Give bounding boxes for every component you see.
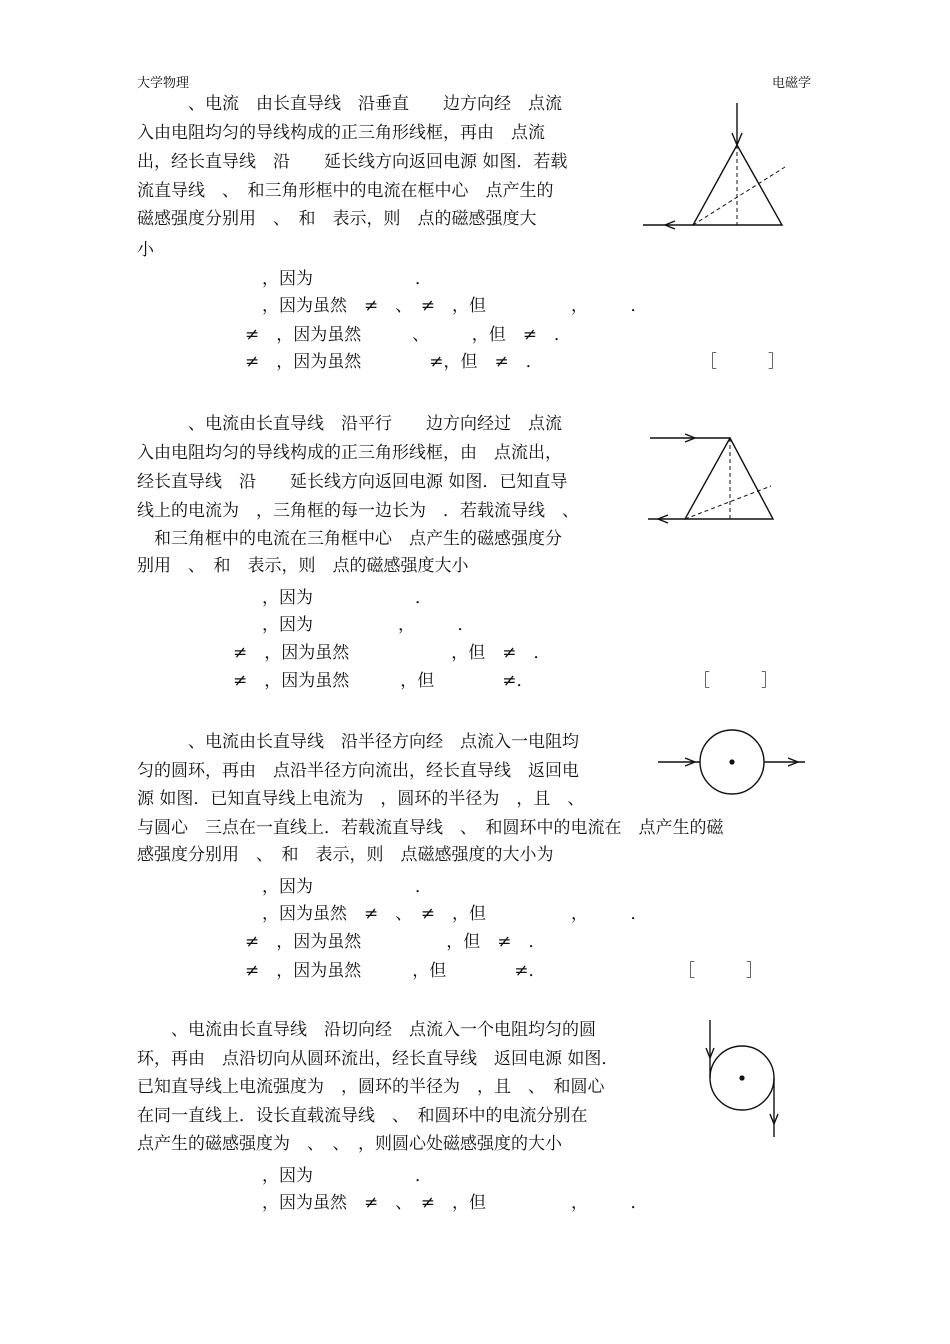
option-d: ≠ ，因为虽然 ，但 ≠． [245,961,546,981]
question-text-line: 磁感强度分别用 、 和 表示，则 点的磁感强度大 [137,209,537,229]
header-chapter: 电磁学 [772,76,812,91]
option-a: ，因为 ． [245,588,432,608]
ring-tangential-figure [695,1012,790,1142]
question-text-line: 出，经长直导线 沿 延长线方向返回电源 如图．若载 [137,152,568,172]
question-text-line: 、电流由长直导线 沿切向经 点流入一个电阻均匀的圆 [137,1020,596,1040]
question-text-line: 与圆心 三点在一直线上．若载流直导线 、 和圆环中的电流在 点产生的磁 [137,818,724,838]
question-text-line: 和三角框中的电流在三角框中心 点产生的磁感强度分 [137,529,562,549]
question-text-line: 小 [137,240,154,260]
option-a: ，因为 ． [245,1166,432,1186]
question-text-line: 入由电阻均匀的导线构成的正三角形线框，由 点流出， [137,443,562,463]
option-c: ≠ ，因为虽然 、 ，但 ≠ ． [245,325,571,345]
triangle-parallel-figure [640,428,785,528]
question-text-line: 线上的电流为 ，三角框的每一边长为 ．若载流导线 、 [137,501,579,521]
option-a: ，因为 ． [245,269,432,289]
option-d: ≠ ，因为虽然 ，但 ≠． [233,671,534,691]
answer-bracket: ［ ］ [693,671,778,691]
option-b: ，因为虽然 ≠ 、 ≠ ，但 ， ． [245,904,648,924]
triangle-perpendicular-figure [635,95,795,240]
option-b: ，因为虽然 ≠ 、 ≠ ，但 ， ． [245,1193,648,1213]
question-text-line: 、电流由长直导线 沿平行 边方向经过 点流 [137,414,562,434]
option-d: ≠ ，因为虽然 ≠，但 ≠ ． [245,352,543,372]
question-text-line: 环，再由 点沿切向从圆环流出，经长直导线 返回电源 如图． [137,1049,619,1069]
question-text-line: 别用 、 和 表示，则 点的磁感强度大小 [137,556,469,576]
question-text-line: 点产生的磁感强度为 、 、 ，则圆心处磁感强度的大小 [137,1134,562,1154]
question-text-line: 感强度分别用 、 和 表示，则 点磁感强度的大小为 [137,845,554,865]
question-text-line: 在同一直线上．设长直载流导线 、 和圆环中的电流分别在 [137,1106,588,1126]
option-b: ，因为 ， ． [245,615,475,635]
question-text-line: 流直导线 、 和三角形框中的电流在框中心 点产生的 [137,181,554,201]
question-text-line: 已知直导线上电流强度为 ，圆环的半径为 ，且 、 和圆心 [137,1077,605,1097]
question-text-line: 匀的圆环，再由 点沿半径方向流出，经长直导线 返回电 [137,761,579,781]
question-text-line: 入由电阻均匀的导线构成的正三角形线框，再由 点流 [137,123,545,143]
option-b: ，因为虽然 ≠ 、 ≠ ，但 ， ． [245,296,648,316]
header-subject: 大学物理 [137,76,190,91]
question-text-line: 经长直导线 沿 延长线方向返回电源 如图．已知直导 [137,472,568,492]
answer-bracket: ［ ］ [700,352,785,372]
question-text-line: 、电流 由长直导线 沿垂直 边方向经 点流 [137,94,562,114]
answer-bracket: ［ ］ [678,961,763,981]
question-text-line: 源 如图．已知直导线上电流为 ，圆环的半径为 ，且 、 [137,789,585,809]
option-a: ，因为 ． [245,877,432,897]
ring-radial-figure [655,725,810,800]
question-text-line: 、电流由长直导线 沿半径方向经 点流入一电阻均 [137,732,579,752]
option-c: ≠ ，因为虽然 ，但 ≠ ． [245,932,546,952]
option-c: ≠ ，因为虽然 ，但 ≠ ． [233,643,551,663]
